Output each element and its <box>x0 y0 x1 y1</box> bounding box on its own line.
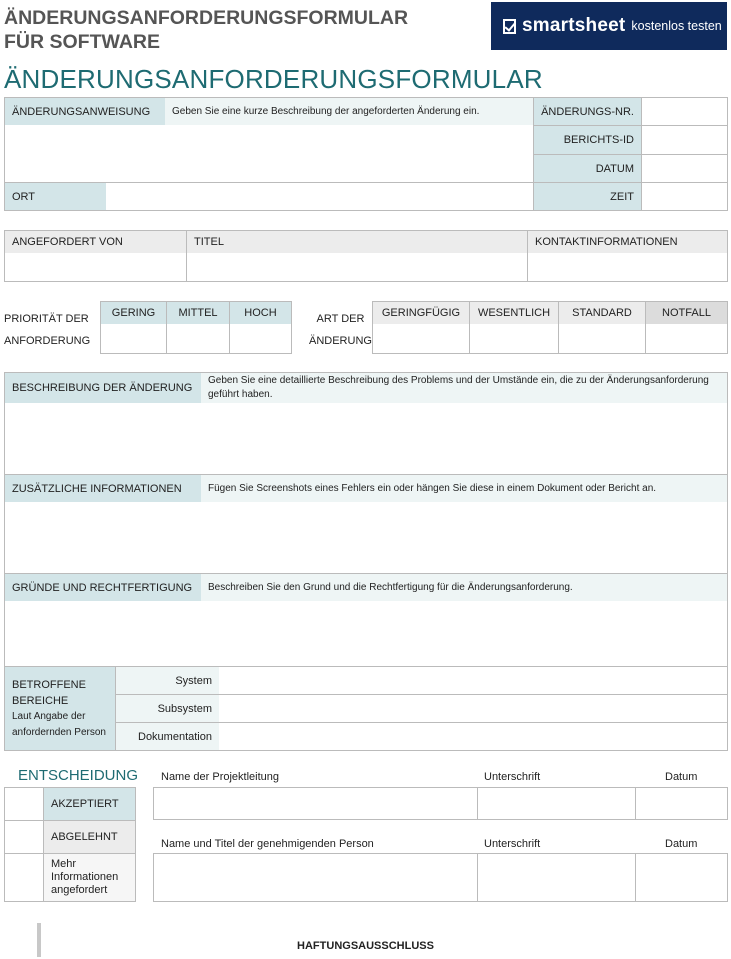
decision-rejected: ABGELEHNT <box>44 821 135 853</box>
more-info-checkbox[interactable] <box>5 854 43 901</box>
header-title-line2: FÜR SOFTWARE <box>4 31 160 53</box>
smartsheet-banner[interactable] <box>491 2 727 50</box>
smartsheet-check-icon <box>503 19 516 34</box>
additional-info-label: ZUSÄTZLICHE INFORMATIONEN <box>5 475 201 502</box>
pm-date-input[interactable] <box>636 788 727 819</box>
approver-signature-input[interactable] <box>478 854 635 901</box>
decision-accepted: AKZEPTIERT <box>44 788 135 820</box>
change-statement-label: ÄNDERUNGSANWEISUNG <box>5 98 165 125</box>
header-title-line1: ÄNDERUNGSANFORDERUNGSFORMULAR <box>4 7 409 29</box>
description-hint: Geben Sie eine detaillierte Beschreibung des Problems und der Umstände ein, die zu der Änderungsanforderung geführt haben. <box>201 373 727 403</box>
type-major-checkbox[interactable] <box>470 324 558 353</box>
document-header <box>4 6 408 54</box>
report-id-label: BERICHTS-ID <box>534 126 641 154</box>
type-emergency-checkbox[interactable] <box>646 324 727 353</box>
change-no-label: ÄNDERUNGS-NR. <box>534 98 641 125</box>
additional-info-hint: Fügen Sie Screenshots eines Fehlers ein oder hängen Sie diese in einem Dokument oder Bericht an. <box>201 475 727 502</box>
page-title: ÄNDERUNGSANFORDERUNGSFORMULAR <box>4 64 543 94</box>
approver-signature-label: Unterschrift <box>484 838 541 850</box>
pm-signature-label: Unterschrift <box>484 771 541 783</box>
description-input[interactable] <box>5 403 727 474</box>
change-no-input[interactable] <box>642 98 727 125</box>
location-label: ORT <box>5 183 106 210</box>
priority-medium: MITTEL <box>167 302 229 324</box>
approver-name-label: Name und Titel der genehmigenden Person <box>161 838 374 850</box>
location-input[interactable] <box>106 183 533 210</box>
disclaimer-heading: HAFTUNGSAUSSCHLUSS <box>297 940 434 952</box>
approver-date-input[interactable] <box>636 854 727 901</box>
affected-areas-label: BETROFFENE BEREICHE Laut Angabe der anfordernden Person <box>5 667 115 750</box>
approver-name-input[interactable] <box>154 854 477 901</box>
time-input[interactable] <box>642 183 727 210</box>
title-label: TITEL <box>187 231 527 253</box>
priority-high-checkbox[interactable] <box>230 324 291 353</box>
priority-medium-checkbox[interactable] <box>167 324 229 353</box>
type-minor-checkbox[interactable] <box>373 324 469 353</box>
reasons-label: GRÜNDE UND RECHTFERTIGUNG <box>5 574 201 601</box>
affected-subsystem-input[interactable] <box>219 695 727 722</box>
decision-more-info: Mehr Informationen angefordert <box>44 854 135 901</box>
date-label: DATUM <box>534 155 641 182</box>
contact-input[interactable] <box>528 253 727 281</box>
type-standard: STANDARD <box>559 302 645 324</box>
reasons-input[interactable] <box>5 601 727 666</box>
priority-high: HOCH <box>230 302 291 324</box>
contact-label: KONTAKTINFORMATIONEN <box>528 231 727 253</box>
brand-logo: smartsheet <box>522 15 626 36</box>
affected-documentation-label: Dokumentation <box>116 723 219 750</box>
report-id-input[interactable] <box>642 126 727 154</box>
affected-system-input[interactable] <box>219 667 727 694</box>
change-type-label: ART DER ÄNDERUNG <box>309 313 372 347</box>
description-label: BESCHREIBUNG DER ÄNDERUNG <box>5 373 201 403</box>
additional-info-input[interactable] <box>5 502 727 573</box>
affected-subsystem-label: Subsystem <box>116 695 219 722</box>
type-major: WESENTLICH <box>470 302 558 324</box>
time-label: ZEIT <box>534 183 641 210</box>
decision-title: ENTSCHEIDUNG <box>18 767 139 784</box>
accepted-checkbox[interactable] <box>5 788 43 820</box>
reasons-hint: Beschreiben Sie den Grund und die Rechtfertigung für die Änderungsanforderung. <box>201 574 727 601</box>
priority-label: PRIORITÄT DER ANFORDERUNG <box>4 313 91 347</box>
requested-by-label: ANGEFORDERT VON <box>5 231 186 253</box>
pm-name-input[interactable] <box>154 788 477 819</box>
priority-low: GERING <box>101 302 166 324</box>
approver-date-label: Datum <box>665 838 698 850</box>
change-statement-input[interactable] <box>5 125 533 182</box>
requested-by-input[interactable] <box>5 253 186 281</box>
type-minor: GERINGFÜGIG <box>373 302 469 324</box>
affected-documentation-input[interactable] <box>219 723 727 750</box>
title-input[interactable] <box>187 253 527 281</box>
type-standard-checkbox[interactable] <box>559 324 645 353</box>
date-input[interactable] <box>642 155 727 182</box>
affected-system-label: System <box>116 667 219 694</box>
type-emergency: NOTFALL <box>646 302 727 324</box>
rejected-checkbox[interactable] <box>5 821 43 853</box>
free-trial-link[interactable]: kostenlos testen <box>631 19 722 33</box>
pm-date-label: Datum <box>665 771 698 783</box>
pm-signature-input[interactable] <box>478 788 635 819</box>
change-statement-hint: Geben Sie eine kurze Beschreibung der angeforderten Änderung ein. <box>165 98 533 125</box>
priority-low-checkbox[interactable] <box>101 324 166 353</box>
pm-name-label: Name der Projektleitung <box>161 771 280 783</box>
